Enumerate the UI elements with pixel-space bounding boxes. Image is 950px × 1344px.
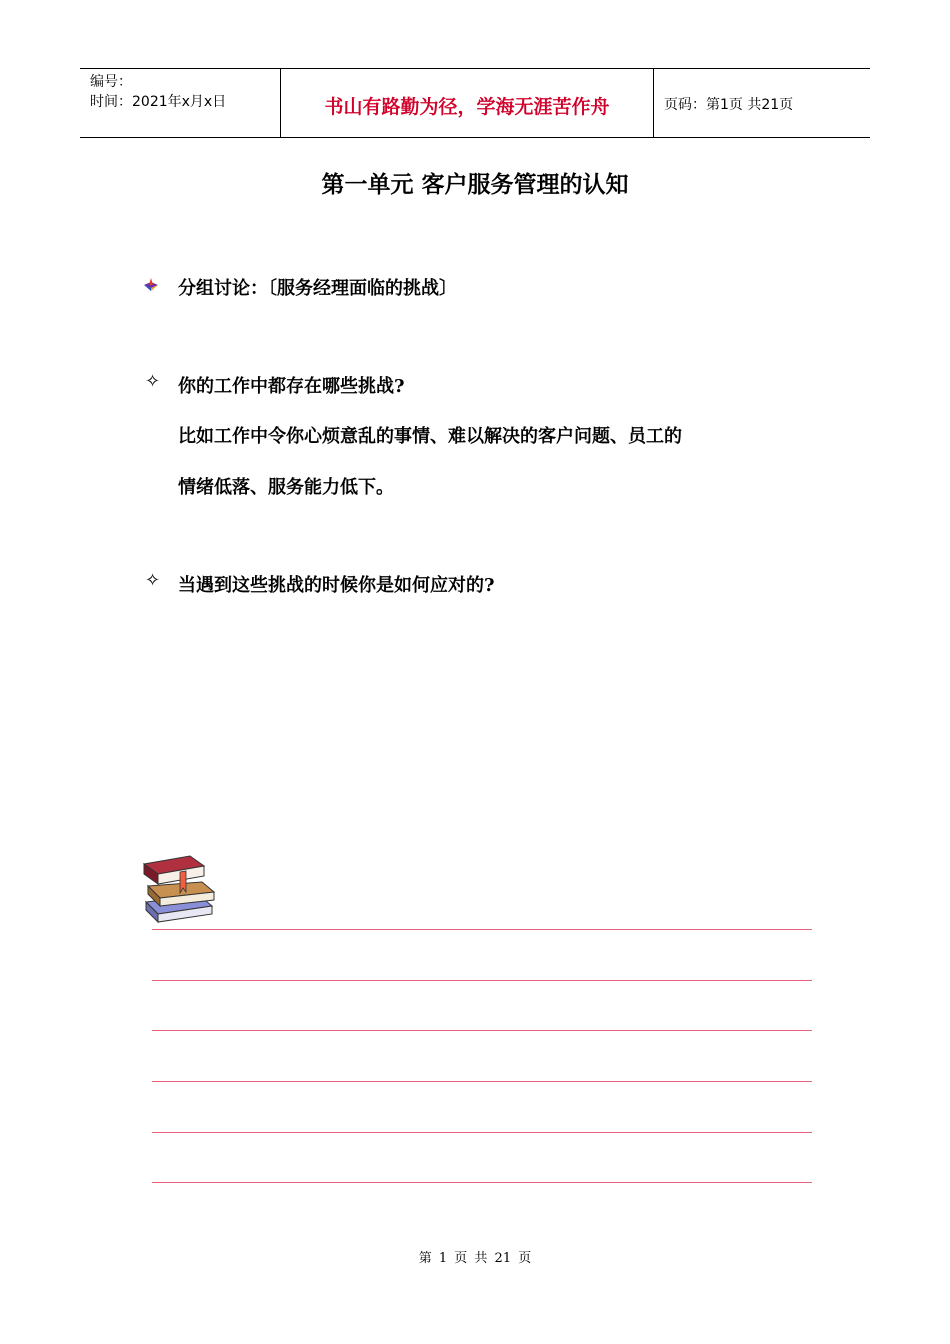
- page-info: 页码：第1页 共21页: [664, 97, 794, 113]
- document-header: [80, 68, 870, 138]
- question-1-detail-line-1: 比如工作中令你心烦意乱的事情、难以解决的客户问题、员工的: [178, 426, 682, 447]
- stack-of-books-icon: [140, 852, 222, 924]
- discussion-topic: 〔服务经理面临的挑战〕: [268, 278, 457, 299]
- time-label: 时间：2021年x月x日: [90, 94, 227, 110]
- writing-line: [152, 929, 812, 930]
- header-meta-cell: [80, 69, 281, 137]
- page-footer: 第 1 页 共 21 页: [418, 1251, 532, 1266]
- question-1-detail-line-2: 情绪低落、服务能力低下。: [178, 477, 394, 498]
- discussion-label: 分组讨论：: [178, 278, 268, 299]
- writing-line: [152, 1030, 812, 1031]
- discussion-line: [178, 274, 457, 300]
- multicolor-arrow-bullet-icon: [143, 276, 159, 292]
- question-1: 你的工作中都存在哪些挑战?: [178, 376, 405, 397]
- four-point-star-icon: ✧: [145, 570, 161, 591]
- page-title: 第一单元 客户服务管理的认知: [321, 171, 629, 198]
- writing-line: [152, 1182, 812, 1183]
- header-page-cell: [654, 69, 870, 137]
- motto: 书山有路勤为径，学海无涯苦作舟: [324, 96, 610, 118]
- question-2: 当遇到这些挑战的时候你是如何应对的?: [178, 575, 495, 596]
- writing-line: [152, 1132, 812, 1133]
- writing-line: [152, 1081, 812, 1082]
- four-point-star-icon: ✧: [145, 371, 161, 392]
- writing-line: [152, 980, 812, 981]
- header-motto-cell: [281, 69, 654, 137]
- number-label: 编号：: [90, 74, 132, 90]
